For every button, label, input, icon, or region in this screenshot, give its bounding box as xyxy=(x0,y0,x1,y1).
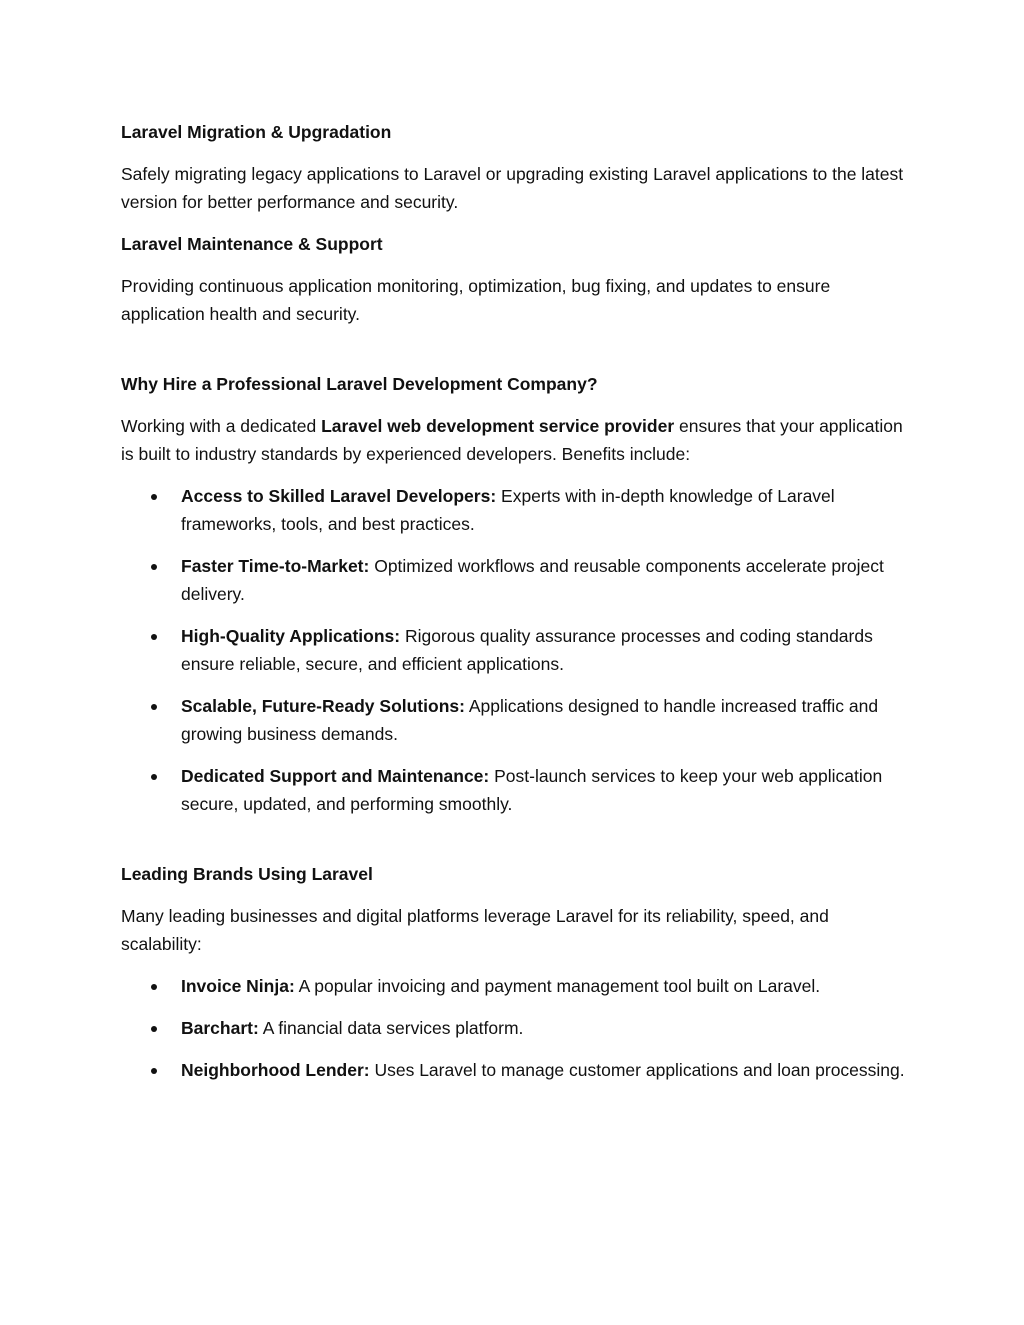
section-heading-migration: Laravel Migration & Upgradation xyxy=(121,122,392,142)
list-item xyxy=(121,1056,911,1084)
list-item xyxy=(121,762,911,818)
section-heading-why-hire: Why Hire a Professional Laravel Development Company? xyxy=(121,374,598,394)
section-heading-maintenance: Laravel Maintenance & Support xyxy=(121,234,383,254)
list-item-title: Access to Skilled Laravel Developers: xyxy=(181,486,497,506)
list-item-text: Post-launch services to keep your web application secure, updated, and performing smoothly. xyxy=(181,766,883,814)
list-item-text: Uses Laravel to manage customer applications and loan processing. xyxy=(369,1060,905,1080)
list-item xyxy=(121,482,911,538)
document-page xyxy=(121,118,911,1084)
list-item-text: Optimized workflows and reusable components accelerate project delivery. xyxy=(181,556,884,604)
list-item-title: High-Quality Applications: xyxy=(181,626,401,646)
list-item-title: Dedicated Support and Maintenance: xyxy=(181,766,490,786)
why-hire-intro-end: ensures that your application is built to industry standards by experienced developers. Benefits include: xyxy=(121,416,903,464)
list-item-text: A financial data services platform. xyxy=(258,1018,524,1038)
bullet-icon xyxy=(151,774,157,780)
brands-intro: Many leading businesses and digital platforms leverage Laravel for its reliability, speed, and scalability: xyxy=(121,906,829,954)
bullet-icon xyxy=(151,1026,157,1032)
bullet-icon xyxy=(151,704,157,710)
list-item xyxy=(121,622,911,678)
list-item xyxy=(121,552,911,608)
why-hire-intro-emphasis: Laravel web development service provider xyxy=(321,416,675,436)
why-hire-intro-start: Working with a dedicated xyxy=(121,416,322,436)
list-item-text: Rigorous quality assurance processes and coding standards ensure reliable, secure, and efficient applications. xyxy=(181,626,873,674)
list-item xyxy=(121,1014,911,1042)
bullet-icon xyxy=(151,1068,157,1074)
section-body-maintenance: Providing continuous application monitoring, optimization, bug fixing, and updates to ensure application health and security. xyxy=(121,276,831,324)
benefits-list xyxy=(121,482,911,818)
list-item-title: Invoice Ninja: xyxy=(181,976,295,996)
list-item-title: Neighborhood Lender: xyxy=(181,1060,370,1080)
list-item-text: Applications designed to handle increased traffic and growing business demands. xyxy=(181,696,879,744)
bullet-icon xyxy=(151,634,157,640)
list-item-title: Barchart: xyxy=(181,1018,259,1038)
list-item-title: Faster Time-to-Market: xyxy=(181,556,370,576)
list-item-text: A popular invoicing and payment management tool built on Laravel. xyxy=(294,976,821,996)
bullet-icon xyxy=(151,564,157,570)
list-item-text: Experts with in-depth knowledge of Laravel frameworks, tools, and best practices. xyxy=(181,486,835,534)
list-item xyxy=(121,692,911,748)
list-item-title: Scalable, Future-Ready Solutions: xyxy=(181,696,465,716)
why-hire-intro xyxy=(121,412,911,468)
section-body-migration: Safely migrating legacy applications to Laravel or upgrading existing Laravel applications to the latest version for better performance and security. xyxy=(121,164,904,212)
brands-list xyxy=(121,972,911,1084)
bullet-icon xyxy=(151,494,157,500)
bullet-icon xyxy=(151,984,157,990)
section-heading-brands: Leading Brands Using Laravel xyxy=(121,864,373,884)
list-item xyxy=(121,972,911,1000)
